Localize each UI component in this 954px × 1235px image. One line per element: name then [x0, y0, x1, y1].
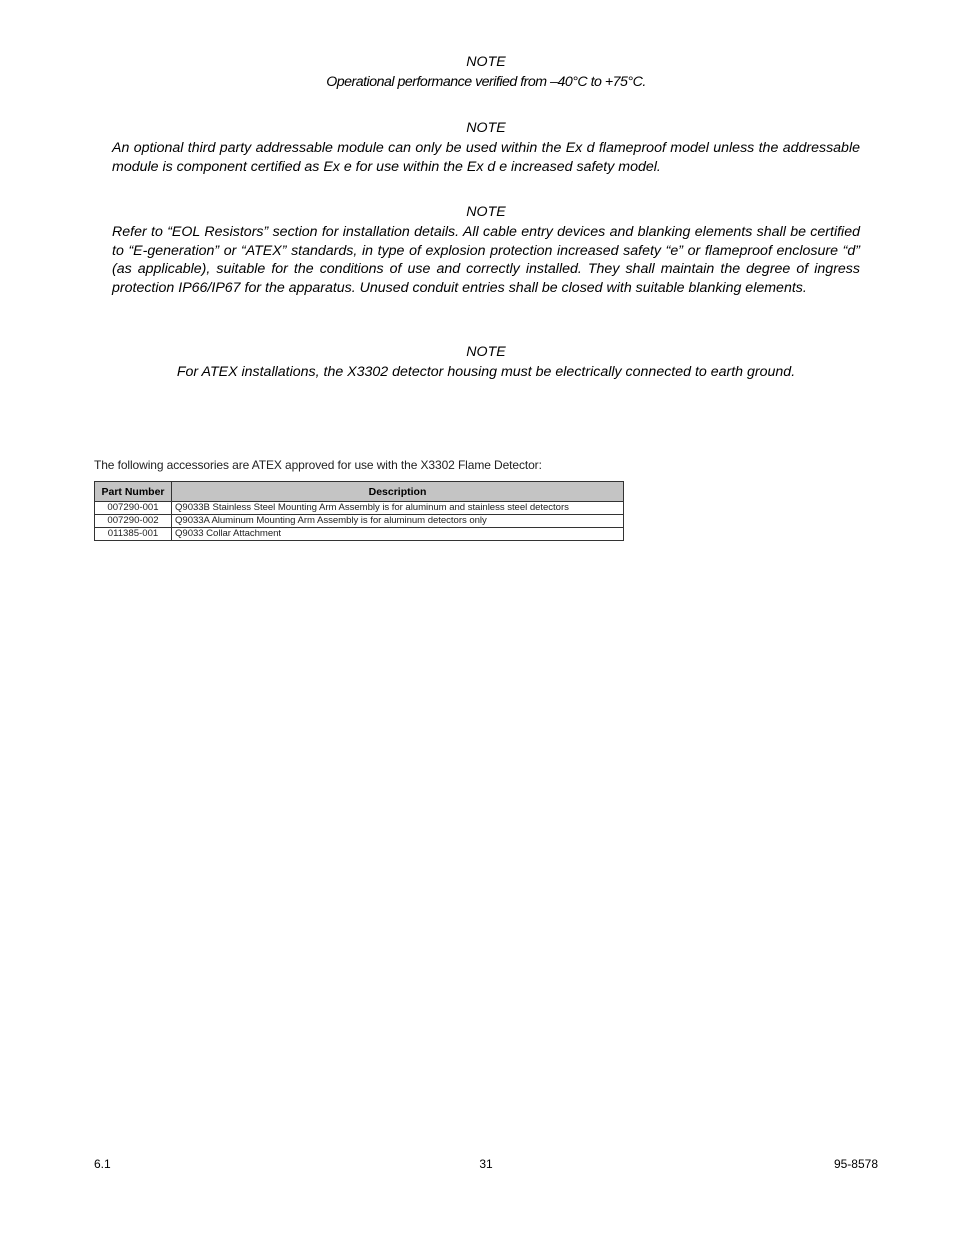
header-description: Description	[172, 482, 624, 502]
footer-document-number: 95-8578	[833, 1157, 878, 1171]
accessories-intro: The following accessories are ATEX approved for use with the X3302 Flame Detector:	[94, 458, 542, 472]
part-number-cell: 007290-002	[95, 515, 172, 528]
header-part-number: Part Number	[95, 482, 172, 502]
table-row	[95, 528, 624, 541]
note-text: For ATEX installations, the X3302 detector housing must be electrically connected to earth ground.	[176, 363, 796, 380]
note-operational-temperature	[112, 53, 860, 92]
note-title: NOTE	[466, 54, 506, 70]
description-cell: Q9033B Stainless Steel Mounting Arm Assembly is for aluminum and stainless steel detectors	[172, 502, 624, 515]
table-row	[95, 502, 624, 515]
note-title: NOTE	[466, 120, 506, 136]
accessories-table	[94, 481, 624, 541]
note-text: Operational performance verified from –40°C to +75°C.	[326, 73, 646, 90]
note-text: An optional third party addressable module can only be used within the Ex d flameproof model unless the addressable module is component certified as Ex e for use within the Ex d e increased safety model.	[112, 139, 860, 175]
footer-page-number: 31	[479, 1157, 493, 1171]
note-cable-entry-devices	[112, 203, 860, 298]
table-header-row	[95, 482, 624, 502]
note-title: NOTE	[466, 204, 506, 220]
description-cell: Q9033 Collar Attachment	[172, 528, 624, 541]
part-number-cell: 011385-001	[95, 528, 172, 541]
note-title: NOTE	[466, 344, 506, 360]
note-text: Refer to “EOL Resistors” section for installation details. All cable entry devices and blanking elements shall be certified to “E-generation” or “ATEX” standards, in type of explosion protection increased safety “e” or flameproof enclosure “d” (as applicable), suitable for the conditions of use and correctly installed. They shall maintain the degree of ingress protection IP66/IP67 for the apparatus. Unused conduit entries shall be closed with suitable blanking elements.	[112, 223, 860, 297]
table-row	[95, 515, 624, 528]
note-earth-ground	[112, 343, 860, 382]
part-number-cell: 007290-001	[95, 502, 172, 515]
description-cell: Q9033A Aluminum Mounting Arm Assembly is for aluminum detectors only	[172, 515, 624, 528]
footer-revision: 6.1	[94, 1157, 111, 1171]
note-addressable-module	[112, 119, 860, 176]
